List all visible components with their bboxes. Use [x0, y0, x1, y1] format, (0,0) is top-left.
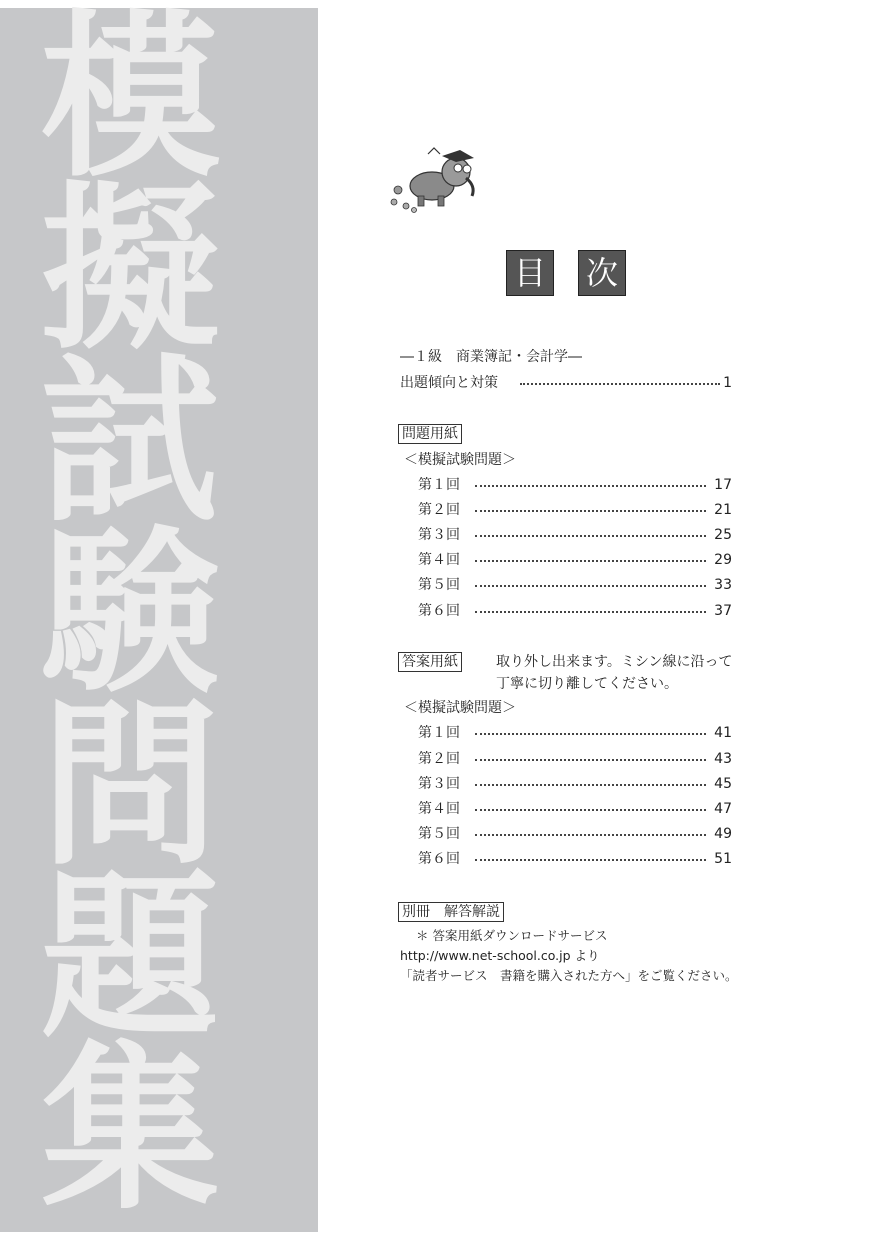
leader-dots [475, 535, 706, 537]
toc-entry-label: 第１回 [418, 725, 460, 741]
answer-section-label: 答案用紙 [398, 652, 462, 672]
toc-entry-label: 第４回 [418, 801, 460, 817]
side-band-char: 験 [41, 510, 219, 717]
download-note-line1: ＊ 答案用紙ダウンロードサービス [416, 928, 608, 943]
toc-entry-label: 第１回 [418, 477, 460, 493]
toc-entry-label: 出題傾向と対策 [400, 375, 498, 391]
toc-entry-page: 21 [714, 502, 732, 518]
side-band-char: 模 [41, 0, 219, 201]
side-band-char: 集 [41, 1026, 219, 1233]
toc-entry-label: 第２回 [418, 751, 460, 767]
toc-entry-problem-1[interactable] [418, 476, 732, 494]
problem-section-label: 問題用紙 [398, 424, 462, 444]
download-url[interactable]: http://www.net-school.co.jp より [400, 948, 600, 963]
toc-entry-problem-2[interactable] [418, 501, 732, 519]
toc-title-char: 目 [506, 250, 554, 296]
toc-entry-answer-1[interactable] [418, 724, 732, 742]
leader-dots [475, 510, 706, 512]
toc-entry-page: 51 [714, 851, 732, 867]
toc-entry-page: 1 [723, 375, 732, 391]
toc-entry-page: 43 [714, 751, 732, 767]
toc-entry-page: 49 [714, 826, 732, 842]
toc-entry-page: 33 [714, 577, 732, 593]
leader-dots [475, 585, 706, 587]
toc-entry-label: 第３回 [418, 527, 460, 543]
side-band-char: 擬 [41, 166, 219, 373]
side-band-char: 試 [41, 338, 219, 545]
toc-entry-label: 第６回 [418, 851, 460, 867]
answer-note-line1: 取り外し出来ます。ミシン線に沿って [496, 654, 733, 670]
leader-dots [475, 611, 706, 613]
leader-dots [475, 859, 706, 861]
leader-dots [475, 733, 706, 735]
toc-entry-page: 45 [714, 776, 732, 792]
toc-entry-page: 47 [714, 801, 732, 817]
toc-entry-label: 第３回 [418, 776, 460, 792]
toc-entry-answer-4[interactable] [418, 800, 732, 818]
elephant-mascot-icon [388, 140, 478, 215]
toc-entry-label: 第６回 [418, 603, 460, 619]
leader-dots [475, 784, 706, 786]
leader-dots [475, 809, 706, 811]
answer-note-line2: 丁寧に切り離してください。 [496, 676, 678, 692]
toc-entry-label: 第２回 [418, 502, 460, 518]
toc-entry-answer-2[interactable] [418, 750, 732, 768]
leader-dots [475, 485, 706, 487]
toc-entry-page: 17 [714, 477, 732, 493]
grade-heading: ―１級 商業簿記・会計学― [400, 349, 582, 365]
toc-entry-answer-3[interactable] [418, 775, 732, 793]
toc-entry-answer-5[interactable] [418, 825, 732, 843]
leader-dots [475, 834, 706, 836]
side-band-char: 問 [41, 682, 219, 889]
toc-entry-label: 第５回 [418, 577, 460, 593]
toc-entry-problem-5[interactable] [418, 576, 732, 594]
toc-entry-answer-6[interactable] [418, 850, 732, 868]
toc-entry-page: 41 [714, 725, 732, 741]
toc-entry-trend[interactable] [400, 374, 732, 392]
leader-dots [520, 383, 720, 385]
leader-dots [475, 759, 706, 761]
toc-entry-page: 37 [714, 603, 732, 619]
toc-title-char: 次 [578, 250, 626, 296]
toc-entry-page: 29 [714, 552, 732, 568]
side-band-char: 題 [41, 854, 219, 1061]
problem-subheading: ＜模擬試験問題＞ [404, 452, 516, 468]
toc-entry-problem-4[interactable] [418, 551, 732, 569]
toc-entry-page: 25 [714, 527, 732, 543]
toc-entry-problem-3[interactable] [418, 526, 732, 544]
leader-dots [475, 560, 706, 562]
toc-entry-label: 第５回 [418, 826, 460, 842]
answer-subheading: ＜模擬試験問題＞ [404, 700, 516, 716]
toc-entry-label: 第４回 [418, 552, 460, 568]
separate-volume-label: 別冊 解答解説 [398, 902, 504, 922]
toc-entry-problem-6[interactable] [418, 602, 732, 620]
download-note-line3: 「読者サービス 書籍を購入された方へ」をご覧ください。 [400, 968, 738, 983]
